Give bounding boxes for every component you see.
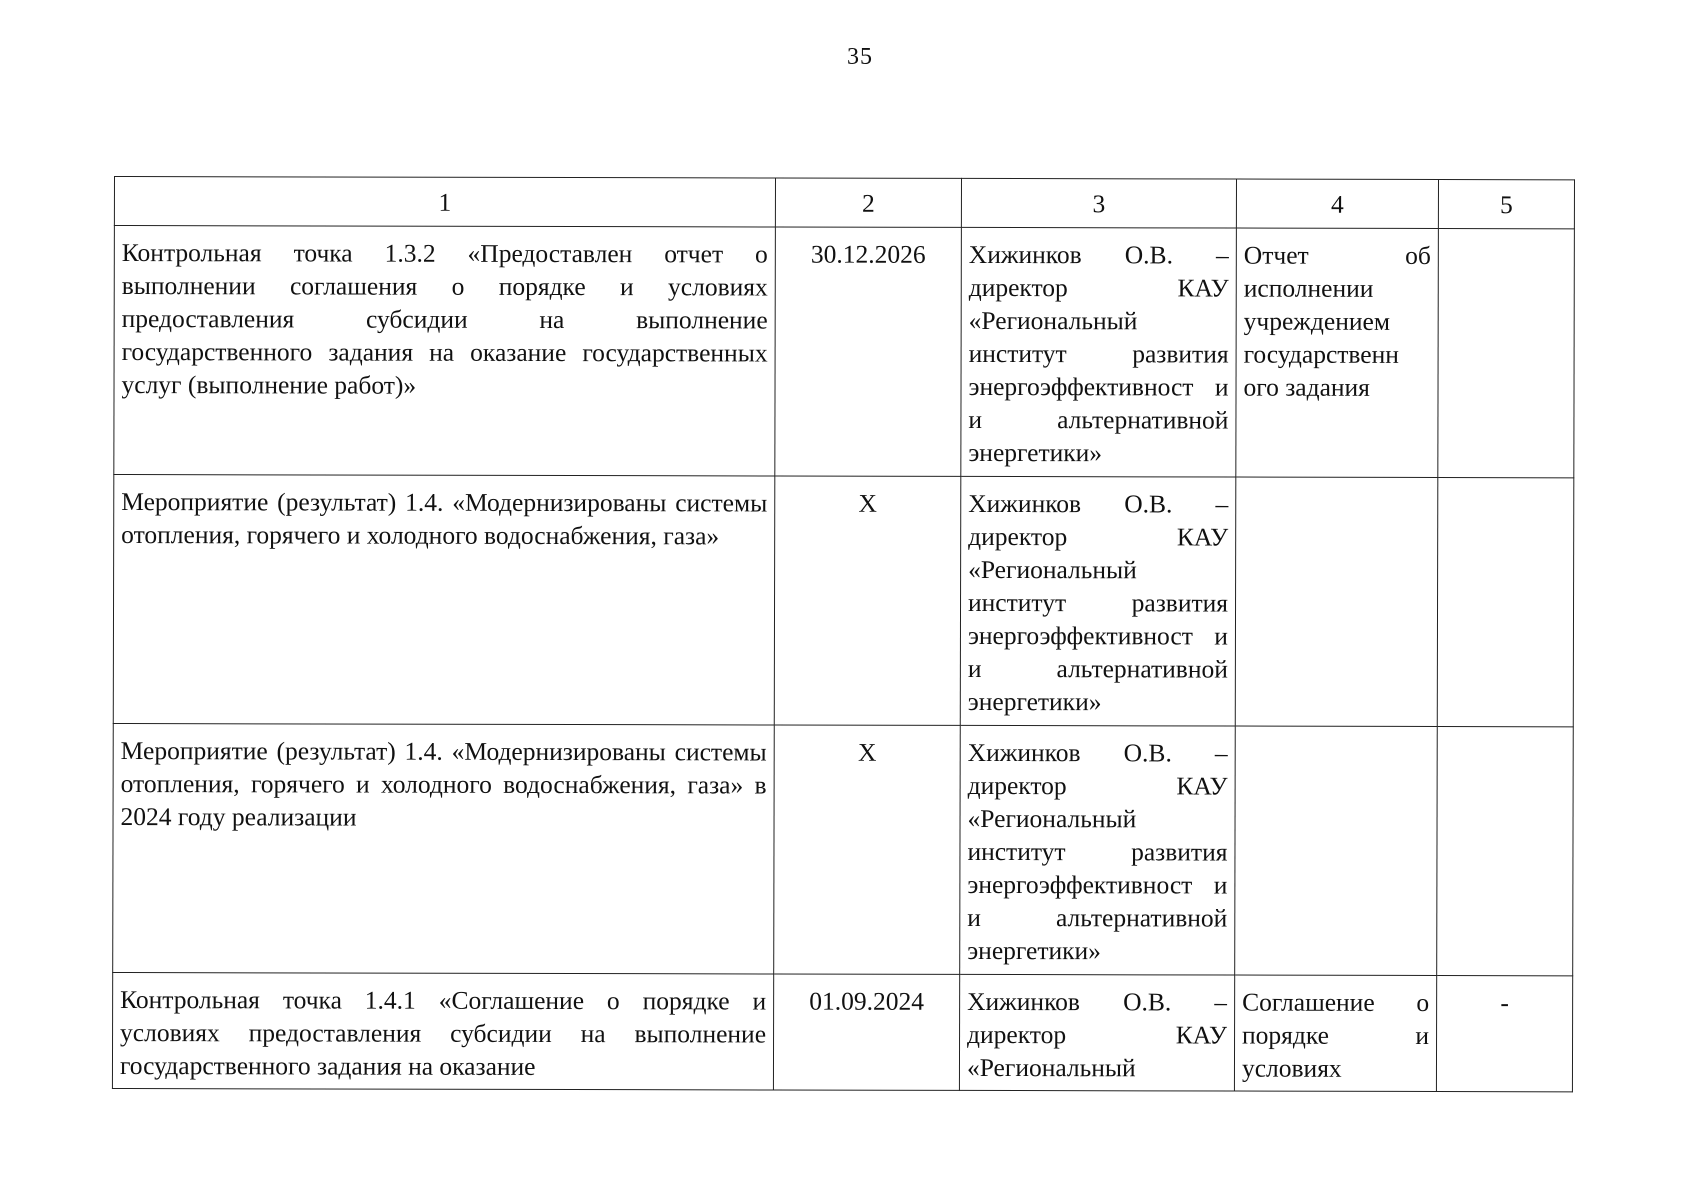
cell-name: Мероприятие (результат) 1.4. «Модернизированы системы отопления, горячего и холодного водоснабжения, газа» в 2024 году реализации (113, 723, 775, 973)
table-row (113, 475, 1574, 727)
cell-document (1235, 477, 1438, 726)
cell-document (1234, 975, 1436, 1091)
cell-document (1235, 726, 1438, 975)
cell-extra: - (1436, 976, 1572, 1092)
cell-responsible-text: Хижинков О.В. – директор КАУ «Региональный (966, 986, 1228, 1083)
header-cell-4: 4 (1236, 179, 1438, 228)
cell-document-text: Соглашение о порядке и условиях (1241, 987, 1430, 1083)
cell-name: Мероприятие (результат) 1.4. «Модернизированы системы отопления, горячего и холодного водоснабжения, газа» (113, 475, 775, 725)
measures-table (112, 176, 1575, 1092)
cell-document: Отчет об исполнении учреждением государственн ого задания (1236, 228, 1439, 477)
page-number: 35 (847, 44, 873, 70)
cell-name-text: Контрольная точка 1.4.1 «Соглашение о порядке и условиях предоставления субсидии на выполнение государственного задания на оказание (119, 985, 767, 1081)
header-cell-2: 2 (775, 178, 961, 227)
cell-extra (1438, 229, 1575, 478)
cell-date: 01.09.2024 (773, 974, 959, 1090)
cell-date: X (774, 476, 961, 725)
cell-responsible: Хижинков О.В. – директор КАУ «Региональный институт развития энергоэффективност и и альтернативной энергетики» (960, 725, 1236, 975)
cell-responsible (959, 974, 1234, 1091)
header-cell-5: 5 (1438, 180, 1574, 229)
header-cell-1: 1 (114, 177, 775, 227)
table-row (114, 226, 1575, 478)
cell-name (112, 972, 773, 1089)
header-cell-3: 3 (961, 178, 1236, 228)
cell-extra (1437, 478, 1574, 727)
table-row (113, 723, 1574, 975)
cell-date: 30.12.2026 (775, 227, 962, 476)
cell-name: Контрольная точка 1.3.2 «Предоставлен отчет о выполнении соглашения о порядке и условиях предоставления субсидии на выполнение государственного задания на оказание государственных услуг (выполнение работ)» (114, 226, 776, 476)
cell-responsible: Хижинков О.В. – директор КАУ «Региональный институт развития энергоэффективност и и альтернативной энергетики» (960, 476, 1236, 726)
cell-extra (1437, 727, 1574, 976)
cell-responsible: Хижинков О.В. – директор КАУ «Региональный институт развития энергоэффективност и и альтернативной энергетики» (961, 227, 1237, 477)
cell-date: X (774, 725, 961, 974)
table-row (112, 972, 1572, 1091)
table-header-row (114, 177, 1574, 229)
